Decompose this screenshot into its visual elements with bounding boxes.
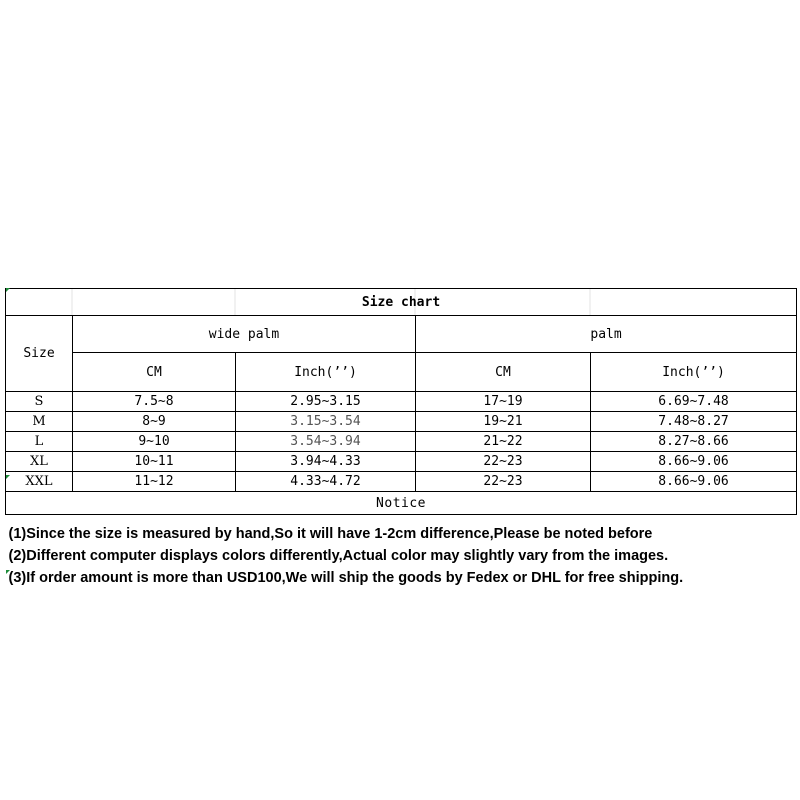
notice-heading: Notice <box>6 492 797 515</box>
table-row <box>6 392 797 412</box>
size-label: M <box>6 412 73 432</box>
wide-palm-header: wide palm <box>73 316 416 353</box>
table-row <box>6 472 797 492</box>
table-row <box>6 432 797 452</box>
wide-palm-inch-value: 3.54~3.94 <box>236 432 416 452</box>
wide-palm-cm-value: 11~12 <box>73 472 236 492</box>
palm-cm-value: 22~23 <box>416 452 591 472</box>
wide-palm-inch-header: Inch(’’) <box>236 353 416 392</box>
wide-palm-cm-value: 8~9 <box>73 412 236 432</box>
wide-palm-inch-value: 3.94~4.33 <box>236 452 416 472</box>
palm-inch-value: 8.27~8.66 <box>591 432 797 452</box>
palm-cm-value: 17~19 <box>416 392 591 412</box>
wide-palm-inch-value: 4.33~4.72 <box>236 472 416 492</box>
palm-cm-value: 21~22 <box>416 432 591 452</box>
wide-palm-inch-value: 3.15~3.54 <box>236 412 416 432</box>
table-row <box>6 412 797 432</box>
wide-palm-cm-value: 10~11 <box>73 452 236 472</box>
chart-title: Size chart <box>6 289 797 316</box>
wide-palm-inch-value: 2.95~3.15 <box>236 392 416 412</box>
cell-marker-icon <box>6 475 10 479</box>
palm-inch-value: 8.66~9.06 <box>591 452 797 472</box>
size-label: L <box>6 432 73 452</box>
wide-palm-cm-header: CM <box>73 353 236 392</box>
table-row <box>6 452 797 472</box>
size-chart-table <box>5 288 797 589</box>
notice-item: (2)Different computer displays colors differently,Actual color may slightly vary from the images. <box>8 548 669 564</box>
size-column-header: Size <box>6 316 73 392</box>
wide-palm-cm-value: 9~10 <box>73 432 236 452</box>
cell-marker-icon <box>6 570 10 574</box>
palm-inch-value: 8.66~9.06 <box>591 472 797 492</box>
size-label: S <box>6 392 73 412</box>
palm-header: palm <box>416 316 797 353</box>
palm-cm-value: 22~23 <box>416 472 591 492</box>
palm-inch-value: 6.69~7.48 <box>591 392 797 412</box>
size-label: XXL <box>6 472 73 492</box>
palm-cm-header: CM <box>416 353 591 392</box>
palm-inch-header: Inch(’’) <box>591 353 797 392</box>
notice-item: (3)If order amount is more than USD100,We will ship the goods by Fedex or DHL for free shipping. <box>8 570 684 586</box>
cell-marker-icon <box>6 288 10 292</box>
wide-palm-cm-value: 7.5~8 <box>73 392 236 412</box>
size-chart-sheet <box>5 288 796 596</box>
size-label: XL <box>6 452 73 472</box>
notice-item: (1)Since the size is measured by hand,So it will have 1-2cm difference,Please be noted before <box>6 515 797 546</box>
palm-inch-value: 7.48~8.27 <box>591 412 797 432</box>
palm-cm-value: 19~21 <box>416 412 591 432</box>
